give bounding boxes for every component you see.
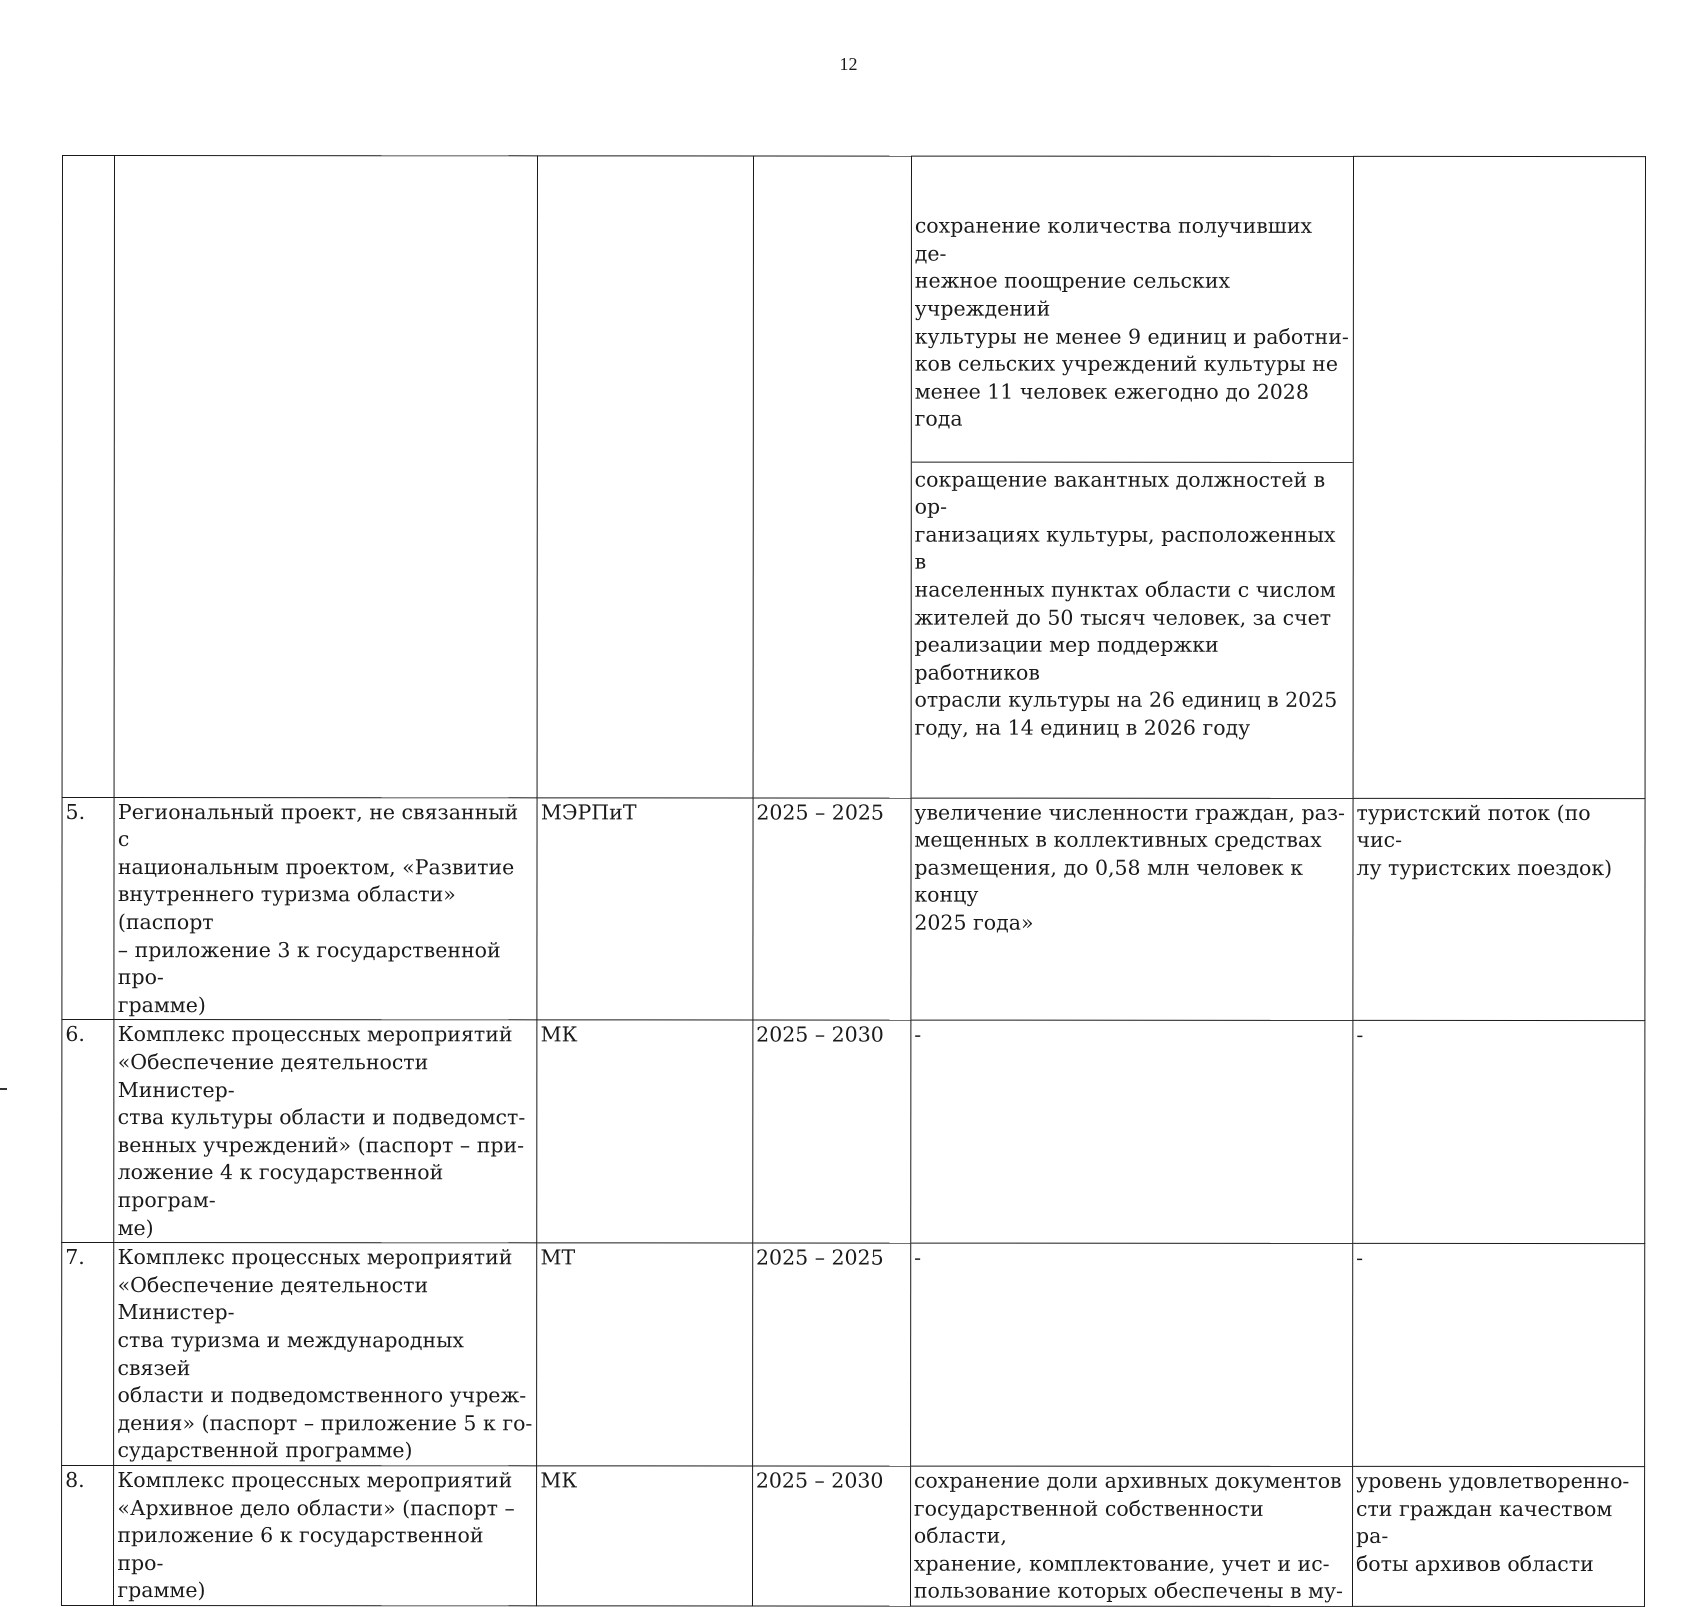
indicator-cell xyxy=(1353,156,1646,798)
page-number: 12 xyxy=(839,54,858,74)
task-cell: сохранение доли архивных документов государственной собственности области, хранение, комплектование, учет и ис- пользование которых обеспечены в му- xyxy=(910,1466,1352,1606)
executor-cell: МК xyxy=(537,1020,753,1243)
period-cell xyxy=(753,156,912,798)
row-number-cell: 5. xyxy=(62,797,115,1020)
period-cell: 2025 – 2025 xyxy=(753,798,911,1021)
row-number-cell: 6. xyxy=(62,1020,115,1243)
indicator-cell: - xyxy=(1353,1244,1645,1467)
indicator-cell: уровень удовлетворенно- сти граждан качеством ра- боты архивов области xyxy=(1352,1466,1644,1606)
structural-element-cell xyxy=(114,156,537,798)
program-structure-table xyxy=(61,155,1646,1607)
tasks-cell xyxy=(911,156,1354,798)
table-row xyxy=(61,1465,1644,1606)
indicator-cell: - xyxy=(1353,1021,1645,1244)
task-cell: - xyxy=(911,1020,1353,1243)
executor-cell: МК xyxy=(537,1466,753,1606)
task-cell: увеличение численности граждан, раз- мещенных в коллективных средствах размещения, до 0,58 млн человек к концу 2025 года» xyxy=(911,798,1353,1021)
executor-cell: МТ xyxy=(537,1243,753,1466)
task-cell: - xyxy=(910,1243,1352,1466)
task-text: сокращение вакантных должностей в ор- ганизациях культуры, расположенных в населенных пунктах области с числом жителей до 50 тысяч человек, за счет реализации мер поддержки работников отрасли культуры на 26 единиц в 2025 году, на 14 единиц в 2026 году xyxy=(911,461,1352,742)
structural-element-cell: Комплекс процессных мероприятий «Архивное дело области» (паспорт – приложение 6 к государственной про- грамме) xyxy=(114,1465,537,1605)
task-text: сохранение количества получивших де- нежное поощрение сельских учреждений культуры не менее 9 единиц и работни- ков сельских учреждений культуры не менее 11 человек ежегодно до 2028 года xyxy=(914,213,1349,431)
structural-element-cell: Комплекс процессных мероприятий «Обеспечение деятельности Министер- ства туризма и международных связей области и подведомственного учреж- дения» (паспорт – приложение 5 к го- сударственной программе) xyxy=(114,1243,537,1466)
structural-element-cell: Региональный проект, не связанный с национальным проектом, «Развитие внутреннего туризма области» (паспорт – приложение 3 к государственной про- грамме) xyxy=(114,797,537,1020)
table-row xyxy=(62,797,1645,1021)
executor-cell: МЭРПиТ xyxy=(537,797,753,1020)
table-row xyxy=(62,1020,1645,1244)
row-number-cell: 8. xyxy=(61,1465,113,1605)
executor-cell xyxy=(537,156,753,798)
row-number-cell: 7. xyxy=(62,1243,115,1466)
scan-margin-mark xyxy=(0,1088,7,1090)
period-cell: 2025 – 2030 xyxy=(752,1466,910,1606)
table-row xyxy=(62,1243,1645,1467)
row-number-cell xyxy=(62,156,115,798)
table-row-continuation xyxy=(62,156,1645,799)
structural-element-cell: Комплекс процессных мероприятий «Обеспечение деятельности Министер- ства культуры области и подведомст- венных учреждений» (паспорт – при- ложение 4 к государственной програм- ме) xyxy=(114,1020,537,1243)
indicator-cell: туристский поток (по чис- лу туристских поездок) xyxy=(1353,798,1645,1021)
period-cell: 2025 – 2025 xyxy=(752,1243,910,1466)
period-cell: 2025 – 2030 xyxy=(753,1020,911,1243)
